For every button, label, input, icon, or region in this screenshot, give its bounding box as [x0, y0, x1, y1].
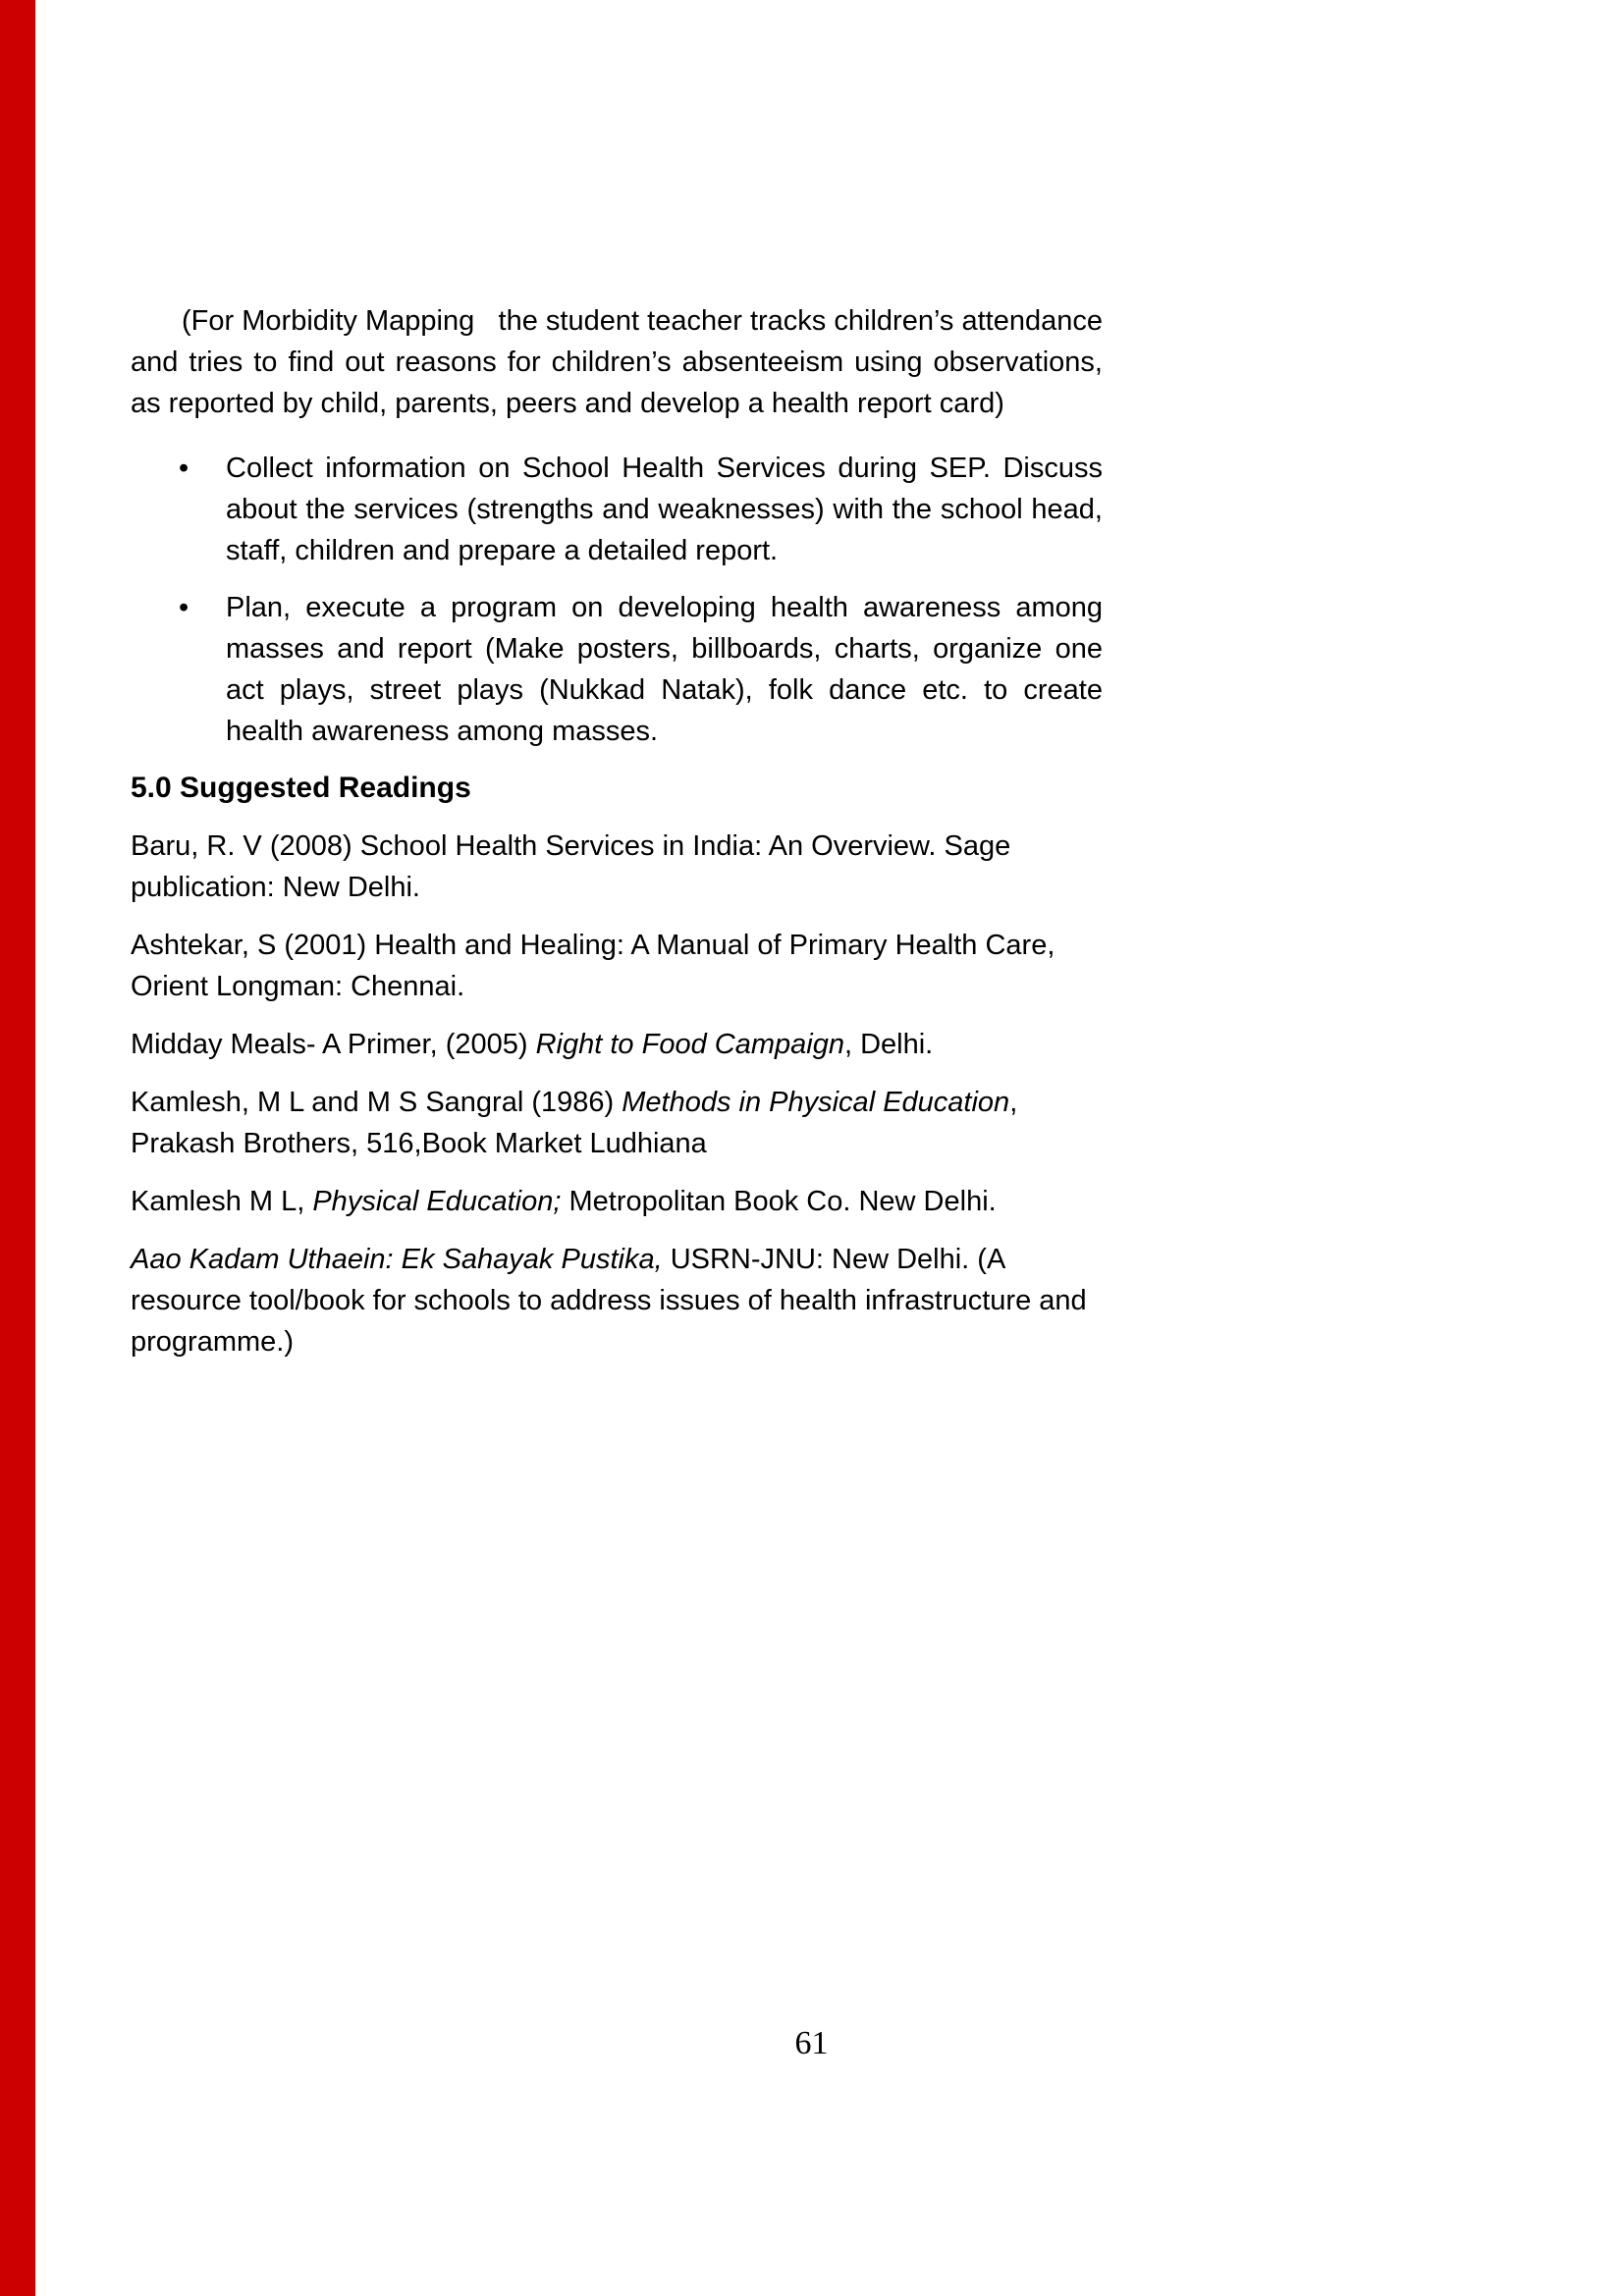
- left-red-margin-bar: [0, 0, 35, 2296]
- reference-text: Kamlesh, M L and M S Sangral (1986): [131, 1087, 622, 1118]
- reference-text: Midday Meals- A Primer, (2005): [131, 1029, 536, 1060]
- reference-text: Baru, R. V (2008) School Health Services in India: An Overview. Sage publication: New Delhi.: [131, 830, 1011, 903]
- reference-item: [131, 1082, 1103, 1164]
- reference-text: , Prakash Brothers, 516,Book Market Ludhiana: [131, 1087, 1018, 1159]
- section-heading: 5.0 Suggested Readings: [131, 772, 471, 804]
- reference-text: , Delhi.: [843, 1029, 934, 1060]
- references-list: [131, 826, 1103, 1362]
- reference-item: [131, 1181, 1103, 1222]
- reference-item: [131, 1024, 1103, 1065]
- bullet-marker-icon: •: [179, 592, 189, 623]
- page-content: [131, 300, 1103, 1379]
- reference-item: [131, 1239, 1103, 1362]
- reference-title-italic: Right to Food Campaign: [535, 1029, 844, 1060]
- reference-title-italic: Aao Kadam Uthaein: Ek Sahayak Pustika,: [131, 1244, 663, 1275]
- reference-text: Ashtekar, S (2001) Health and Healing: A Manual of Primary Health Care, Orient Longman: Chennai.: [131, 930, 1055, 1002]
- page-number: 61: [794, 2025, 829, 2061]
- bullet-item: [131, 587, 1103, 752]
- reference-text: Kamlesh M L,: [131, 1186, 313, 1217]
- reference-title-italic: Methods in Physical Education: [622, 1087, 1010, 1118]
- reference-item: [131, 826, 1103, 908]
- intro-paragraph: (For Morbidity Mapping the student teacher tracks children’s attendance and tries to find out reasons for children’s absenteeism using observations, as reported by child, parents, peers and develop a health report card): [131, 305, 1103, 419]
- reference-title-italic: Physical Education;: [312, 1186, 562, 1217]
- bullet-item: [131, 448, 1103, 571]
- reference-text: USRN-JNU: New Delhi. (A resource tool/book for schools to address issues of health infrastructure and programme.): [131, 1244, 1087, 1358]
- reference-item: [131, 925, 1103, 1007]
- bullet-item-text: Collect information on School Health Services during SEP. Discuss about the services (strengths and weaknesses) with the school head, staff, children and prepare a detailed report.: [226, 453, 1103, 566]
- reference-text: Metropolitan Book Co. New Delhi.: [561, 1186, 997, 1217]
- bullet-item-text: Plan, execute a program on developing health awareness among masses and report (Make posters, billboards, charts, organize one act plays, street plays (Nukkad Natak), folk dance etc. to create health awareness among masses.: [226, 592, 1103, 747]
- bullet-marker-icon: •: [179, 453, 189, 484]
